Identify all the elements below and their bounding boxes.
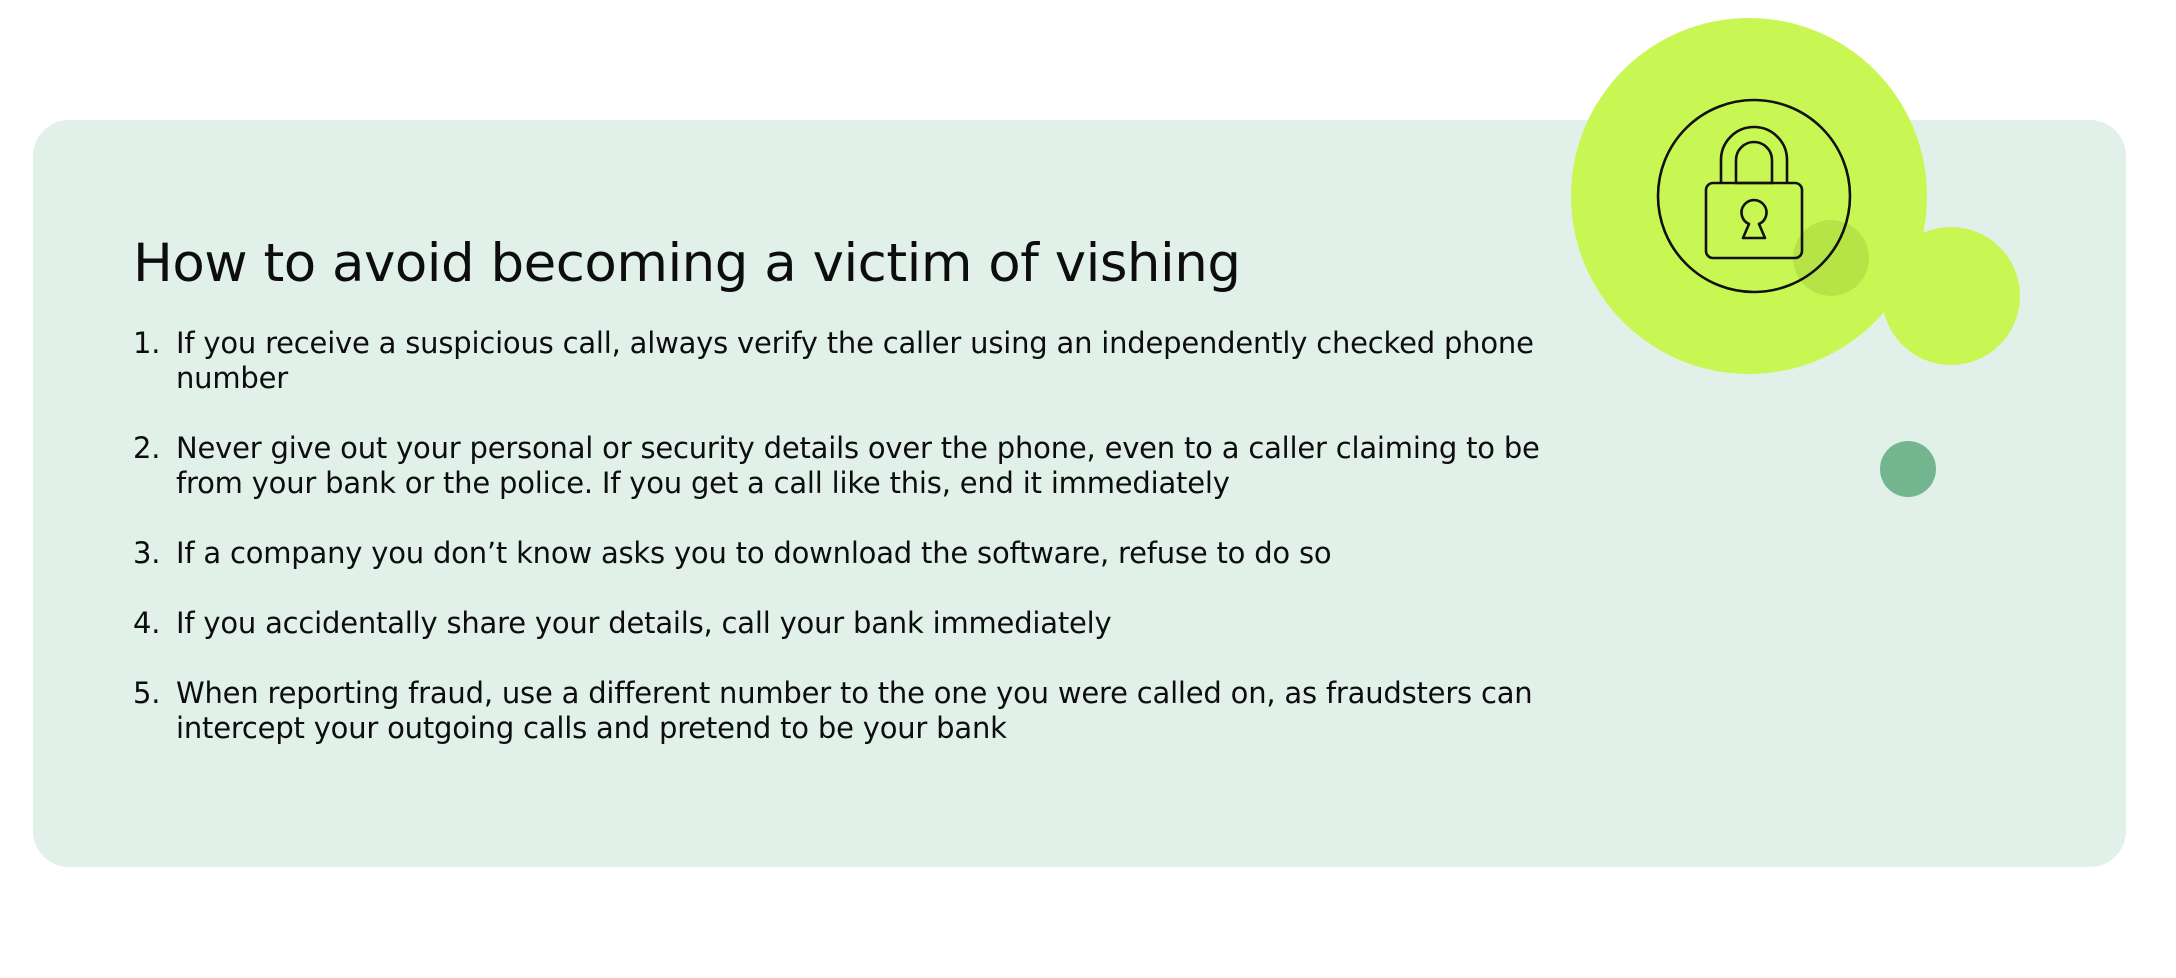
green-dot bbox=[1880, 441, 1936, 497]
list-item bbox=[133, 606, 1573, 641]
lime-circle-small bbox=[1882, 227, 2020, 365]
page-title: How to avoid becoming a victim of vishing bbox=[133, 233, 1241, 294]
list-item-number: 4. bbox=[133, 606, 161, 640]
list-item-text: If a company you don’t know asks you to download the software, refuse to do so bbox=[176, 536, 1332, 570]
padlock-icon bbox=[1656, 98, 1852, 294]
list-item-number: 1. bbox=[133, 326, 161, 360]
tips-content bbox=[133, 232, 1573, 781]
list-item bbox=[133, 326, 1573, 396]
list-item-text: When reporting fraud, use a different number to the one you were called on, as fraudsters can intercept your outgoing calls and pretend to be your bank bbox=[176, 676, 1533, 745]
tips-list bbox=[133, 326, 1573, 746]
list-item bbox=[133, 431, 1573, 501]
list-item-text: If you receive a suspicious call, always verify the caller using an independently checked phone number bbox=[176, 326, 1534, 395]
list-item-number: 5. bbox=[133, 676, 161, 710]
list-item-number: 2. bbox=[133, 431, 161, 465]
list-item-number: 3. bbox=[133, 536, 161, 570]
list-item bbox=[133, 676, 1573, 746]
list-item-text: Never give out your personal or security details over the phone, even to a caller claiming to be from your bank or the police. If you get a call like this, end it immediately bbox=[176, 431, 1540, 500]
list-item-text: If you accidentally share your details, call your bank immediately bbox=[176, 606, 1112, 640]
list-item bbox=[133, 536, 1573, 571]
